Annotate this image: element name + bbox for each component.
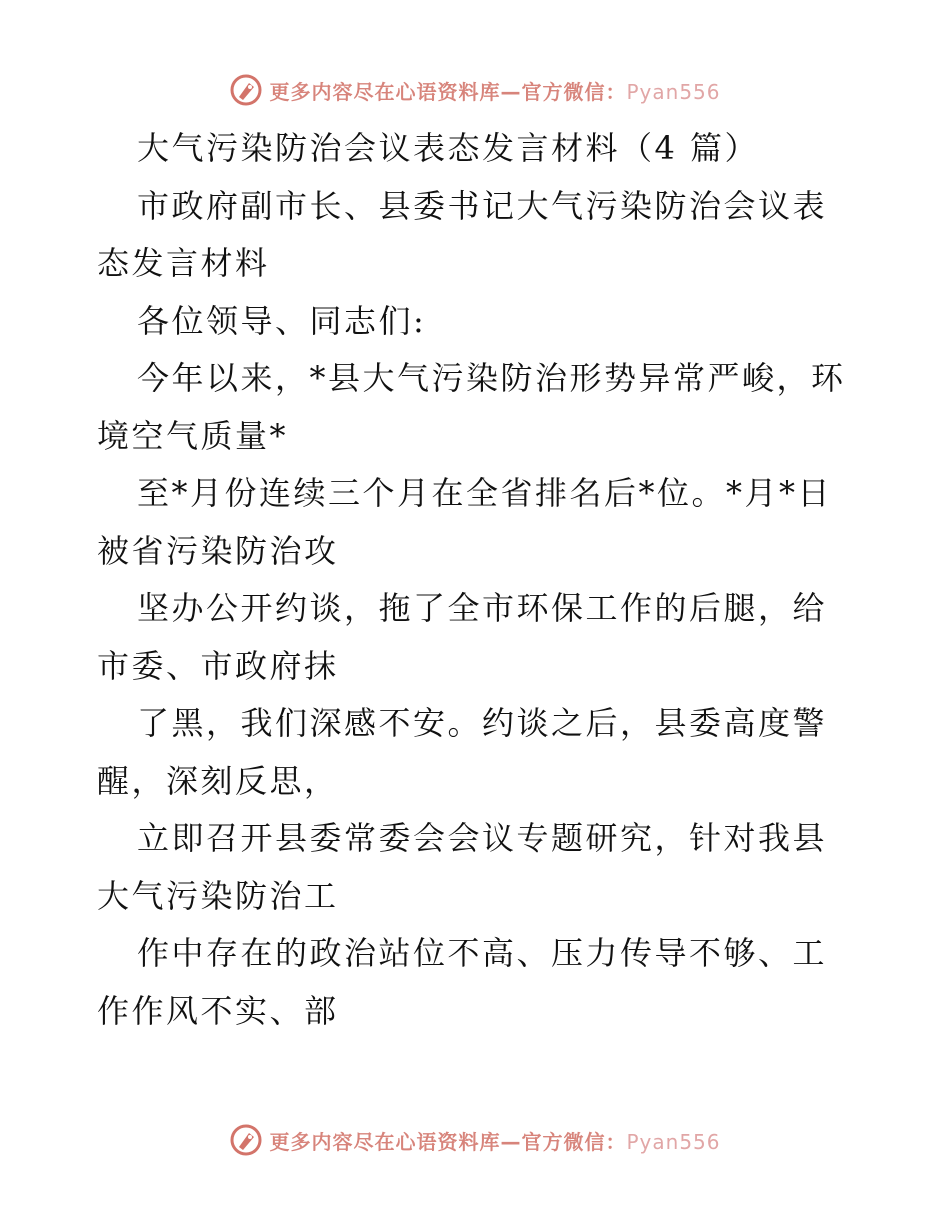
document-title: 大气污染防治会议表态发言材料（4 篇）: [137, 129, 760, 167]
paragraph: 坚办公开约谈，拖了全市环保工作的后腿，给市委、市政府抹: [97, 589, 828, 685]
document-body: [97, 120, 857, 1040]
wechat-id: Pyan556: [626, 1129, 721, 1154]
wechat-id: Pyan556: [626, 79, 721, 104]
watermark-text: 更多内容尽在心语资料库—官方微信：Pyan556: [269, 1129, 721, 1154]
paragraph: 作中存在的政治站位不高、压力传导不够、工作作风不实、部: [97, 934, 828, 1030]
watermark-banner-bottom: [0, 1120, 950, 1160]
watermark-banner-top: [0, 70, 950, 110]
pen-nib-logo-icon: [229, 73, 263, 107]
paragraph: 今年以来，*县大气污染防治形势异常严峻，环境空气质量*: [97, 359, 846, 455]
paragraph: 市政府副市长、县委书记大气污染防治会议表态发言材料: [97, 186, 828, 282]
paragraph: 立即召开县委常委会会议专题研究，针对我县大气污染防治工: [97, 819, 828, 915]
paragraph: 各位领导、同志们:: [137, 301, 427, 340]
paragraph: 了黑，我们深感不安。约谈之后，县委高度警醒，深刻反思，: [97, 704, 828, 800]
paragraph: 至*月份连续三个月在全省排名后*位。*月*日被省污染防治攻: [97, 474, 833, 570]
pen-nib-logo-icon: [229, 1123, 263, 1157]
watermark-text: 更多内容尽在心语资料库—官方微信：Pyan556: [269, 79, 721, 104]
